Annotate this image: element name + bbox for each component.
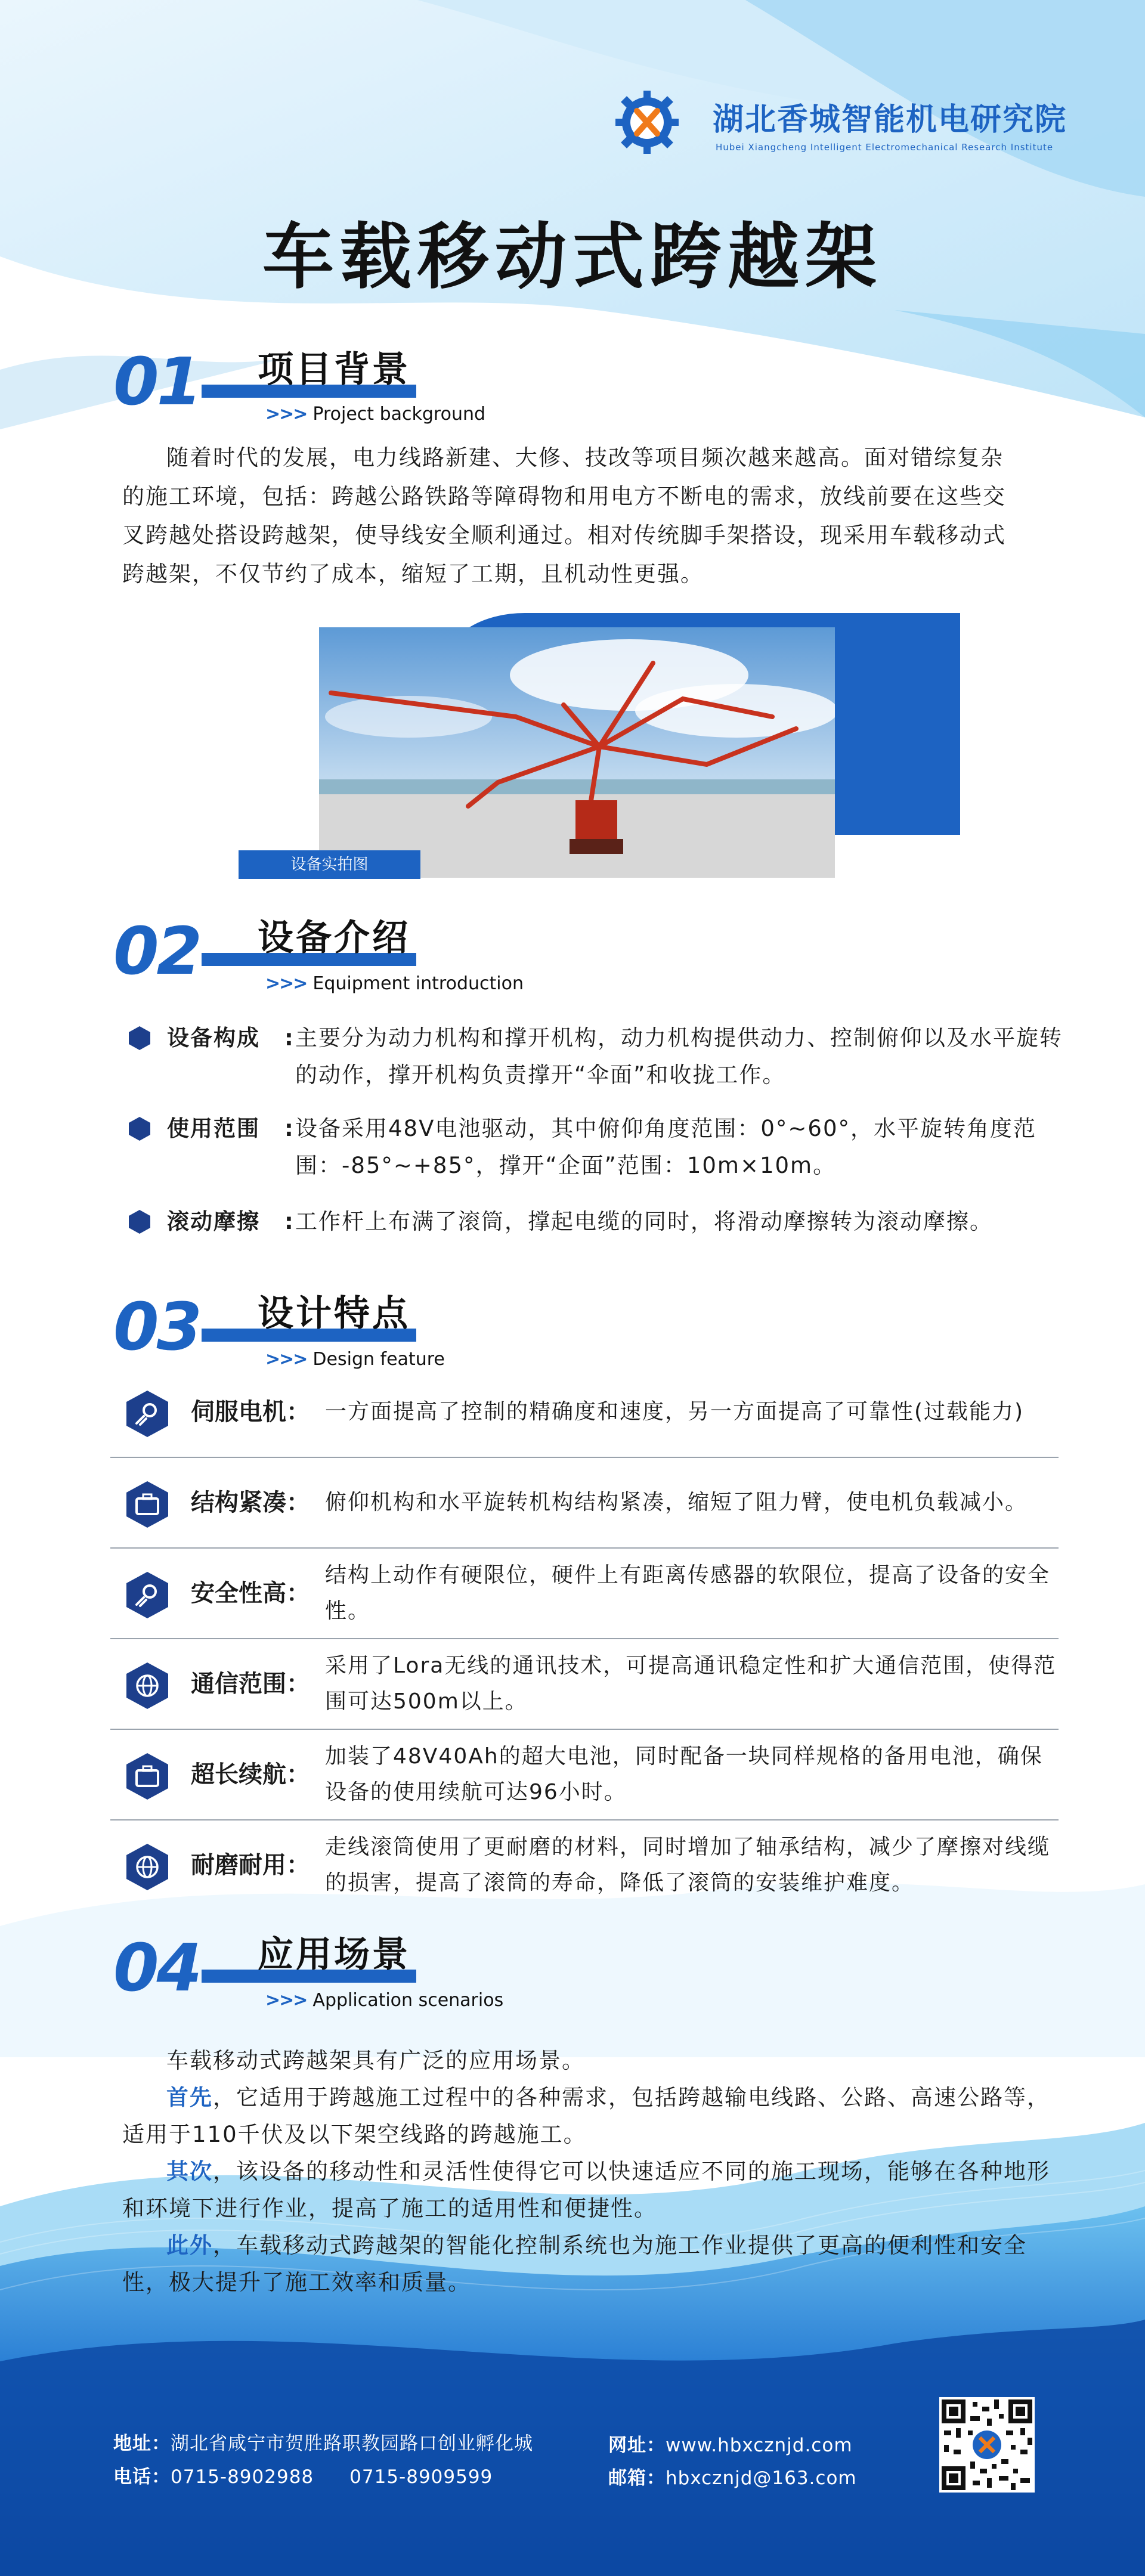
- feature-label: 通信范围：: [191, 1670, 310, 1698]
- section-title: 设备介绍: [258, 917, 410, 959]
- page-title: 车载移动式跨越架: [262, 216, 883, 299]
- application-text: ，车载移动式跨越架的智能化控制系统也为施工作业提供了更高的便利性和安全性，极大提升了施工效率和质量。: [122, 2233, 1027, 2295]
- equipment-label: 设备构成: [167, 1025, 260, 1051]
- lead-word: 首先: [166, 2085, 213, 2110]
- arrows-icon: >>>: [265, 1349, 307, 1370]
- address-value: 湖北省咸宁市贺胜路职教园路口创业孵化城: [171, 2433, 533, 2454]
- section-title: 应用场景: [258, 1934, 410, 1976]
- section-number: 02: [113, 913, 200, 989]
- briefcase-icon: [126, 1481, 169, 1528]
- applications-intro: 车载移动式跨越架具有广泛的应用场景。: [166, 2048, 585, 2073]
- applications-paragraph: [122, 2042, 1062, 2301]
- section-subtitle: [265, 1990, 503, 2011]
- phone-value-1: 0715-8902988: [171, 2466, 314, 2488]
- section-number: 01: [113, 343, 200, 420]
- feature-label: 安全性高：: [191, 1580, 310, 1607]
- label-colon: :: [284, 1116, 295, 1141]
- qr-code: [939, 2397, 1035, 2493]
- feature-text: 加装了48V40Ah的超大电池，同时配备一块同样规格的备用电池，确保设备的使用续航可达96小时。: [325, 1744, 1043, 1804]
- lead-word: 其次: [166, 2159, 213, 2184]
- web-value: www.hbxcznjd.com: [666, 2435, 853, 2456]
- section-subtitle-text: Design feature: [312, 1349, 445, 1370]
- hexagon-bullet-icon: [128, 1116, 151, 1141]
- section-subtitle: [265, 973, 524, 994]
- phone-label: 电话：: [113, 2466, 171, 2488]
- section-subtitle: [265, 404, 485, 425]
- application-text: ，它适用于跨越施工过程中的各种需求，包括跨越输电线路、公路、高速公路等，适用于110千伏及以下架空线路的跨越施工。: [122, 2085, 1050, 2147]
- address-label: 地址：: [113, 2433, 171, 2454]
- label-colon: :: [284, 1209, 295, 1234]
- application-text: ，该设备的移动性和灵活性使得它可以快速适应不同的施工现场，能够在各种地形和环境下进行作业，提高了施工的适用性和便捷性。: [122, 2159, 1050, 2221]
- section-subtitle: [265, 1349, 445, 1370]
- hexagon-bullet-icon: [128, 1209, 151, 1234]
- equipment-photo: [319, 627, 835, 878]
- feature-label: 结构紧凑：: [191, 1489, 310, 1516]
- email-label: 邮箱：: [608, 2467, 666, 2489]
- feature-text: 走线滚筒使用了更耐磨的材料，同时增加了轴承结构，减少了摩擦对线缆的损害，提高了滚筒的寿命，降低了滚筒的安装维护难度。: [325, 1835, 1051, 1895]
- section-number: 03: [113, 1289, 200, 1365]
- equipment-item: [128, 1020, 1063, 1097]
- feature-text: 结构上动作有硬限位，硬件上有距离传感器的软限位，提高了设备的安全性。: [325, 1563, 1051, 1623]
- label-colon: :: [284, 1025, 295, 1051]
- feature-text: 采用了Lora无线的通讯技术，可提高通讯稳定性和扩大通信范围，使得范围可达500m以上。: [325, 1654, 1057, 1714]
- feature-row: [110, 1730, 1059, 1820]
- feature-row: [110, 1639, 1059, 1730]
- briefcase-icon: [126, 1753, 169, 1800]
- arrows-icon: >>>: [265, 404, 307, 425]
- feature-text: 一方面提高了控制的精确度和速度，另一方面提高了可靠性(过载能力): [325, 1400, 1025, 1424]
- web-label: 网址：: [608, 2435, 666, 2456]
- footer-email: [608, 2463, 857, 2490]
- arrows-icon: >>>: [265, 1990, 307, 2011]
- equipment-text: 设备采用48V电池驱动，其中俯仰角度范围：0°~60°，水平旋转角度范围：-85°~+85°，撑开“企面”范围：10m×10m。: [295, 1116, 1037, 1178]
- feature-label: 耐磨耐用：: [191, 1852, 310, 1879]
- equipment-label: 滚动摩擦: [167, 1209, 260, 1234]
- footer-phone: [113, 2462, 493, 2488]
- feature-row: [110, 1549, 1059, 1639]
- photo-caption: 设备实拍图: [239, 850, 420, 879]
- section-title: 项目背景: [258, 349, 410, 391]
- feature-row: [110, 1458, 1059, 1549]
- feature-label: 超长续航：: [191, 1761, 310, 1788]
- section-subtitle-text: Project background: [312, 404, 486, 425]
- feature-row: [110, 1367, 1059, 1458]
- arrows-icon: >>>: [265, 973, 307, 994]
- applications-item: [122, 2227, 1062, 2301]
- feature-label: 伺服电机：: [191, 1398, 310, 1426]
- section-subtitle-text: Application scenarios: [312, 1990, 504, 2011]
- feature-row: [110, 1820, 1059, 1910]
- org-name-cn: 湖北香城智能机电研究院: [713, 102, 1067, 138]
- gear-hand-icon: [126, 1390, 169, 1438]
- gear-hand-icon: [126, 1571, 169, 1619]
- applications-item: [122, 2079, 1062, 2153]
- phone-value-2: 0715-8909599: [349, 2466, 493, 2488]
- section-title: 设计特点: [258, 1293, 410, 1335]
- org-name-en: Hubei Xiangcheng Intelligent Electromechanical Research Institute: [716, 142, 1054, 153]
- feature-text: 俯仰机构和水平旋转机构结构紧凑，缩短了阻力臂，使电机负载减小。: [325, 1490, 1028, 1515]
- equipment-text: 工作杆上布满了滚筒，撑起电缆的同时，将滑动摩擦转为滚动摩擦。: [295, 1209, 993, 1234]
- globe-icon: [126, 1843, 169, 1891]
- equipment-label: 使用范围: [167, 1116, 260, 1141]
- hexagon-bullet-icon: [128, 1026, 151, 1051]
- institute-logo: [614, 89, 680, 155]
- background-paragraph: [122, 438, 1023, 593]
- footer-website: [608, 2430, 853, 2457]
- background-text: 随着时代的发展，电力线路新建、大修、技改等项目频次越来越高。面对错综复杂的施工环境，包括：跨越公路铁路等障碍物和用电方不断电的需求，放线前要在这些交叉跨越处搭设跨越架，使导线安全顺利通过。相对传统脚手架搭设，现采用车载移动式跨越架，不仅节约了成本，缩短了工期，且机动性更强。: [122, 445, 1006, 587]
- globe-icon: [126, 1662, 169, 1710]
- equipment-item: [128, 1203, 1059, 1245]
- footer-address: [113, 2428, 533, 2455]
- applications-item: [122, 2153, 1062, 2227]
- equipment-item: [128, 1110, 1059, 1188]
- equipment-text: 主要分为动力机构和撑开机构，动力机构提供动力、控制俯仰以及水平旋转的动作，撑开机构负责撑开“伞面”和收拢工作。: [295, 1025, 1063, 1088]
- section-subtitle-text: Equipment introduction: [312, 973, 524, 994]
- section-number: 04: [113, 1930, 200, 2006]
- lead-word: 此外: [166, 2233, 213, 2258]
- email-value: hbxcznjd@163.com: [666, 2467, 857, 2489]
